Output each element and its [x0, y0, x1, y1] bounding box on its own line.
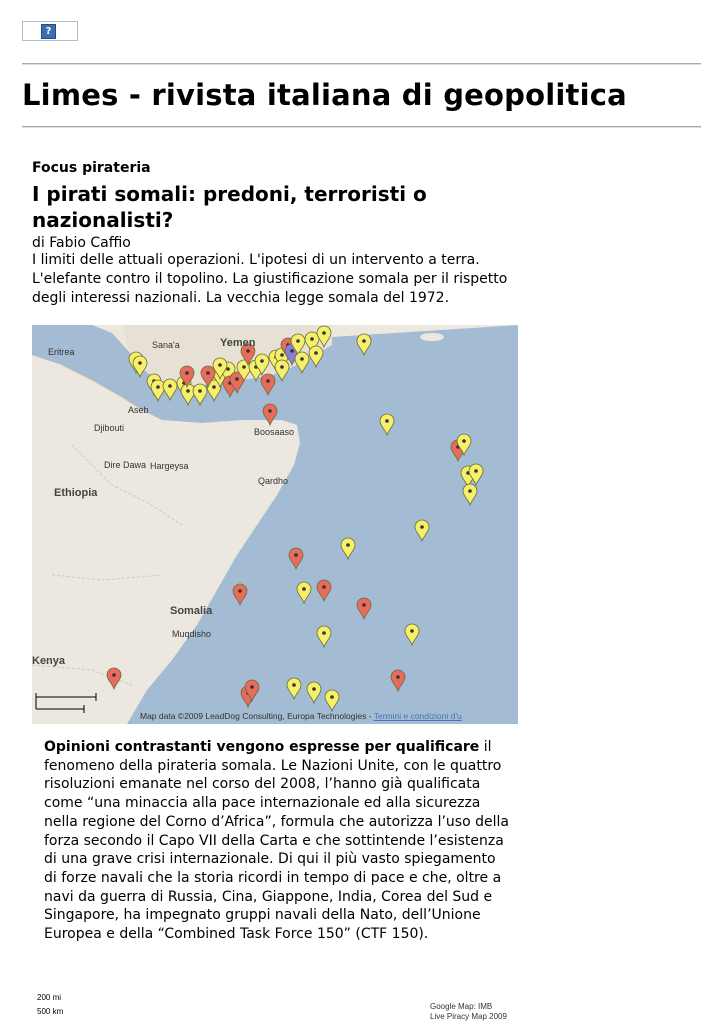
label-bosaso: Boosaaso: [254, 427, 295, 437]
map-canvas: [32, 325, 518, 724]
scale-miles: 200 mi: [37, 993, 62, 1002]
article-byline: di Fabio Caffio: [32, 235, 131, 251]
label-qardho: Qardho: [258, 476, 289, 486]
label-ethiopia: Ethiopia: [54, 487, 98, 499]
site-title: Limes - rivista italiana di geopolitica: [22, 78, 627, 112]
article-summary: I limiti delle attuali operazioni. L'ipotesi di un intervento a terra. L'elefante contro il topolino. La giustificazione somala per il rispetto degli interessi nazionali. La vecchia legge somala del 1972.: [32, 252, 508, 306]
label-yemen: Yemen: [220, 337, 256, 349]
title-divider: [22, 126, 701, 128]
article-kicker: Focus pirateria: [32, 160, 151, 176]
label-somalia: Somalia: [170, 605, 213, 617]
scale-km: 500 km: [37, 1007, 64, 1016]
map-data-attribution: [140, 711, 462, 721]
label-sanaa: Sana'a: [152, 340, 180, 350]
credit-line-2: Live Piracy Map 2009: [430, 1012, 507, 1021]
article-body-text: il fenomeno della pirateria somala. Le Nazioni Unite, con le quattro risoluzioni emanate nel corso del 2008, l’hanno già qualificata come “una minaccia alla pace internazionale ed alla sicurezza nella regione del Corno d’Africa”, formula che autorizza l’uso della forza secondo il Capo VII della Carta e che sottintende l’esistenza di una grave crisi internazionale. Di qui il più vasto spiegamento di forze navali che la storia ricordi in tempo di pace e che, oltre a navi da guerra di Russia, Cina, Giappone, India, Corea del Sud e Singapore, ha impegnato gruppi navali della Nato, dell’Unione Europea e della “Combined Task Force 150” (CTF 150).: [44, 739, 509, 943]
map-credit: [430, 1002, 507, 1022]
label-muqdisho: Muqdisho: [172, 629, 212, 639]
label-hargeysa: Hargeysa: [150, 461, 189, 471]
label-kenya: Kenya: [32, 655, 66, 667]
article-lead: Opinioni contrastanti vengono espresse per qualificare: [44, 739, 480, 755]
label-eritrea: Eritrea: [48, 347, 75, 357]
question-icon[interactable]: ?: [41, 24, 56, 39]
label-aseb: Aseb: [128, 405, 149, 415]
toolbar: [22, 21, 78, 41]
terms-link[interactable]: Termini e condizioni d'u: [373, 711, 462, 721]
article-headline: I pirati somali: predoni, terroristi o nazionalisti?: [32, 182, 427, 232]
map-data-text: Map data ©2009 LeadDog Consulting, Europa Technologies -: [140, 711, 372, 721]
label-dire-dawa: Dire Dawa: [104, 460, 147, 470]
map-scale: [37, 993, 63, 1016]
label-djibouti: Djibouti: [94, 423, 125, 433]
top-divider: [22, 63, 701, 65]
article-body: [44, 738, 512, 944]
credit-line-1: Google Map: IMB: [430, 1002, 493, 1011]
